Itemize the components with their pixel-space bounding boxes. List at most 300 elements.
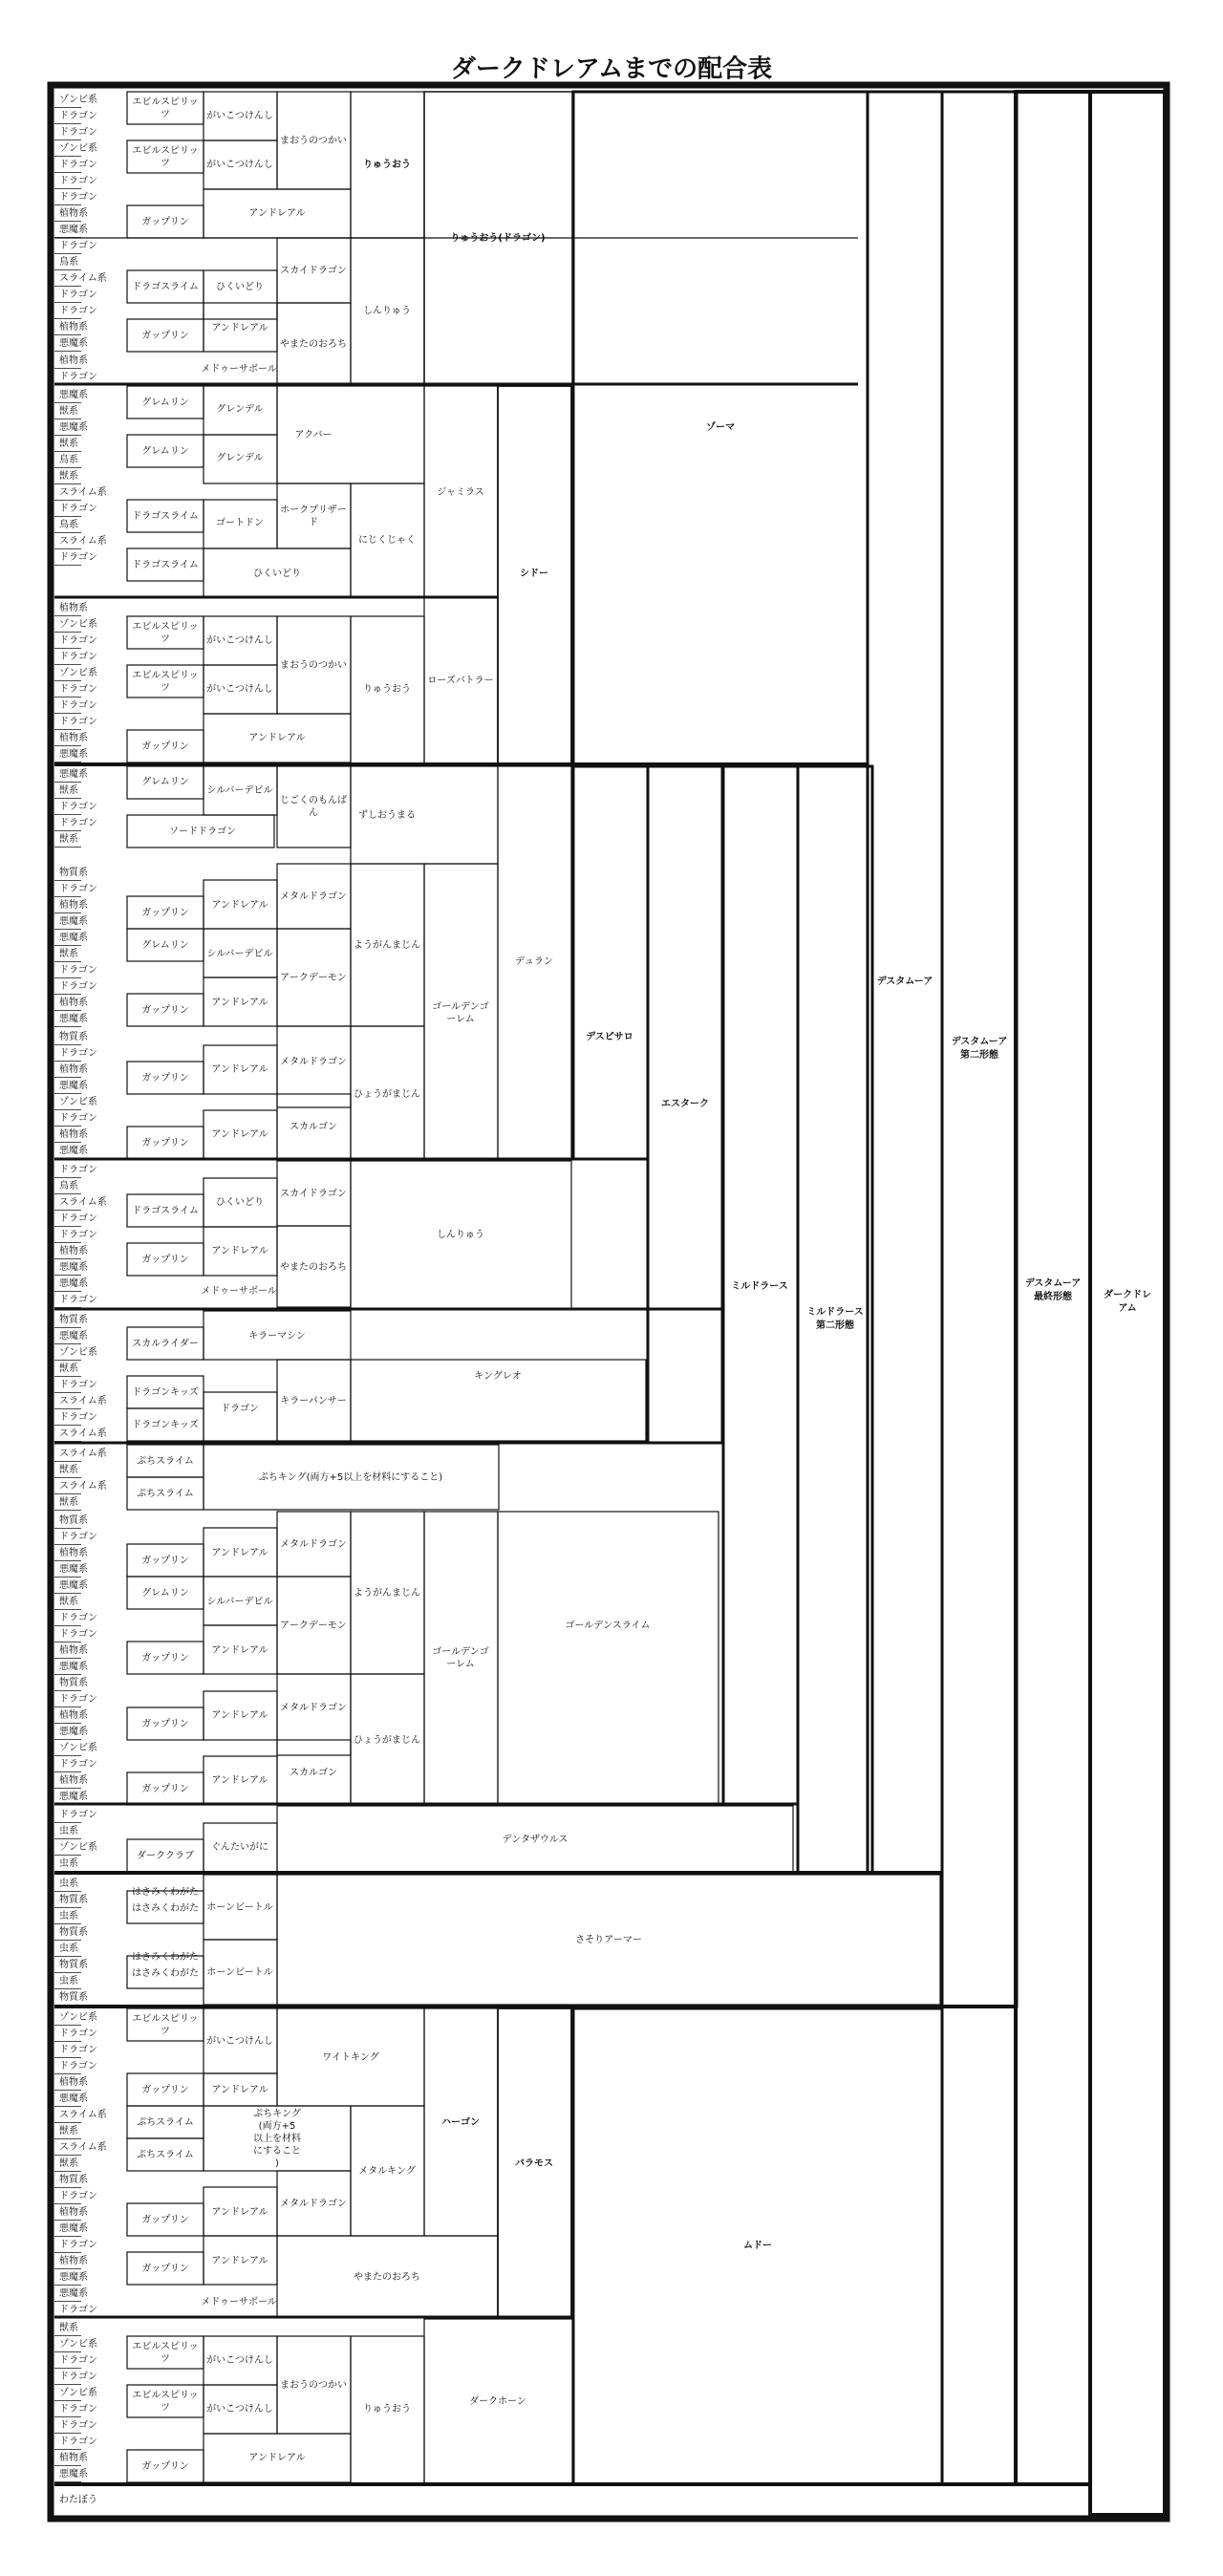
leaf-bird: 鳥系 bbox=[59, 455, 78, 465]
monster-label: ぷちスライム bbox=[137, 1456, 194, 1467]
monster-label: エビルスピリッツ bbox=[132, 2390, 199, 2414]
deathmore2-label: デスタムーア第二形態 bbox=[951, 1037, 1008, 1061]
monster-label: シドー bbox=[520, 569, 548, 579]
monster-label: ガップリン bbox=[141, 741, 189, 752]
monster-label: アンドレアル bbox=[211, 900, 268, 911]
monster-label: しんりゅう bbox=[363, 306, 411, 316]
leaf-dragon: ドラゴン bbox=[59, 2029, 97, 2039]
leaf-dragon: ドラゴン bbox=[59, 1380, 97, 1390]
leaf-dragon: ドラゴン bbox=[59, 700, 97, 711]
monster-label: バラモス bbox=[515, 2158, 553, 2169]
monster-label: アクバー bbox=[294, 430, 333, 440]
leaf-plant: 植物系 bbox=[59, 1548, 88, 1558]
monster-label: ガップリン bbox=[141, 1255, 189, 1265]
monster-label: りゅうおう bbox=[363, 684, 411, 695]
monster-label: アンドレアル bbox=[211, 323, 268, 333]
leaf-dragon: ドラゴン bbox=[59, 2045, 97, 2055]
leaf-material: 物質系 bbox=[59, 868, 88, 878]
monster-label: スカイドラゴン bbox=[280, 1189, 347, 1199]
leaf-zombie: ゾンビ系 bbox=[59, 95, 97, 105]
monster-label: メタルキング bbox=[358, 2166, 416, 2177]
leaf-plant: 植物系 bbox=[59, 2256, 88, 2266]
mildraath2-label: ミルドラース第二形態 bbox=[806, 1307, 864, 1331]
monster-label: ひょうがまじん bbox=[354, 1735, 420, 1746]
monster-label: ローズバトラー bbox=[427, 676, 494, 686]
monster-label: アンドレアル bbox=[248, 2453, 306, 2463]
leaf-dragon: ドラゴン bbox=[59, 176, 97, 186]
monster-label: グレムリン bbox=[141, 397, 189, 408]
monster-label: メドゥーサボール bbox=[201, 1286, 277, 1297]
leaf-slime: スライム系 bbox=[59, 536, 107, 547]
leaf-beast: 獣系 bbox=[59, 471, 78, 482]
monster-label: スカルライダー bbox=[132, 1339, 199, 1349]
leaf-material: 物質系 bbox=[59, 1895, 88, 1905]
cell-border bbox=[798, 766, 872, 1873]
leaf-dragon: ドラゴン bbox=[59, 2191, 97, 2201]
monster-label: ムドー bbox=[743, 2241, 772, 2251]
monster-label: アンドレアル bbox=[211, 1129, 268, 1140]
leaf-dragon: ドラゴン bbox=[59, 372, 97, 382]
leaf-dragon: ドラゴン bbox=[59, 552, 97, 563]
leaf-demon: 悪魔系 bbox=[59, 749, 88, 760]
leaf-dragon: ドラゴン bbox=[59, 1532, 97, 1542]
leaf-bird: 鳥系 bbox=[59, 257, 78, 268]
leaf-material: 物質系 bbox=[59, 2175, 88, 2185]
cell-border bbox=[498, 1512, 719, 1804]
monster-label: ひくいどり bbox=[216, 1197, 264, 1208]
monster-label: デスピサロ bbox=[586, 1032, 633, 1042]
monster-label: はさみくわがた bbox=[132, 1952, 199, 1963]
monster-label: ゾーマ bbox=[706, 422, 735, 433]
monster-label: メドゥーサボール bbox=[201, 2297, 277, 2308]
leaf-dragon: ドラゴン bbox=[59, 1412, 97, 1423]
leaf-dragon: ドラゴン bbox=[59, 127, 97, 138]
monster-label: ガップリン bbox=[141, 1138, 189, 1148]
leaf-beast: 獣系 bbox=[59, 834, 78, 845]
monster-label: メタルドラゴン bbox=[280, 1703, 347, 1713]
monster-label: ガップリン bbox=[141, 2264, 189, 2274]
monster-label: アークデーモン bbox=[280, 973, 347, 983]
leaf-plant: 植物系 bbox=[59, 208, 88, 219]
leaf-dragon: ドラゴン bbox=[59, 981, 97, 992]
leaf-demon: 悪魔系 bbox=[59, 1146, 88, 1156]
monster-label: ガップリン bbox=[141, 1784, 189, 1794]
cell-border bbox=[277, 766, 351, 848]
monster-label: まおうのつかい bbox=[280, 2380, 347, 2391]
puchiking-label: ぷちキング(両方+5以上を材料にすること) bbox=[258, 1472, 443, 1483]
monster-label: ゴールデンスライム bbox=[565, 1621, 651, 1631]
leaf-material: 物質系 bbox=[59, 1992, 88, 2003]
monster-label: デンタザウルス bbox=[502, 1835, 569, 1845]
monster-label: がいこつけんし bbox=[206, 2404, 273, 2415]
leaf-zombie: ゾンビ系 bbox=[59, 2012, 97, 2023]
leaf-slime: スライム系 bbox=[59, 273, 107, 284]
leaf-dragon: ドラゴン bbox=[59, 192, 97, 203]
monster-label: アンドレアル bbox=[211, 2085, 268, 2095]
monster-label: ジャミラス bbox=[437, 487, 484, 498]
monster-label: ぷちスライム bbox=[137, 1489, 194, 1499]
leaf-dragon: ドラゴン bbox=[59, 635, 97, 646]
leaf-dragon: ドラゴン bbox=[59, 965, 97, 976]
monster-label: スカルゴン bbox=[290, 1122, 337, 1132]
leaf-zombie: ゾンビ系 bbox=[59, 1743, 97, 1753]
leaf-dragon: ドラゴン bbox=[59, 818, 97, 828]
monster-label: アンドレアル bbox=[248, 733, 306, 743]
leaf-dragon: ドラゴン bbox=[59, 504, 97, 514]
leaf-demon: 悪魔系 bbox=[59, 1564, 88, 1575]
leaf-plant: 植物系 bbox=[59, 355, 88, 366]
leaf-dragon: ドラゴン bbox=[59, 1113, 97, 1124]
leaf-zombie: ゾンビ系 bbox=[59, 1842, 97, 1853]
monster-label: ガップリン bbox=[141, 1073, 189, 1084]
monster-label: がいこつけんし bbox=[206, 111, 273, 121]
monster-label: キラーパンサー bbox=[280, 1396, 347, 1406]
leaf-material: 物質系 bbox=[59, 1032, 88, 1042]
leaf-dragon: ドラゴン bbox=[59, 1048, 97, 1059]
leaf-plant: 植物系 bbox=[59, 1064, 88, 1075]
cell-border bbox=[277, 483, 351, 548]
monster-label: がいこつけんし bbox=[206, 684, 273, 695]
leaf-dragon: ドラゴン bbox=[59, 2240, 97, 2250]
monster-label: グレムリン bbox=[141, 1588, 189, 1599]
monster-label: ガップリン bbox=[141, 1556, 189, 1566]
leaf-zombie: ゾンビ系 bbox=[59, 1347, 97, 1358]
leaf-beast: 獣系 bbox=[59, 1465, 78, 1475]
leaf-bird: 鳥系 bbox=[59, 1181, 78, 1191]
leaf-plant: 植物系 bbox=[59, 1129, 88, 1140]
monster-label: グレンデル bbox=[216, 404, 264, 415]
leaf-demon: 悪魔系 bbox=[59, 2223, 88, 2234]
leaf-material: 物質系 bbox=[59, 1515, 88, 1526]
leaf-demon: 悪魔系 bbox=[59, 1580, 88, 1591]
leaf-plant: 植物系 bbox=[59, 998, 88, 1008]
monster-label: アンドレアル bbox=[248, 208, 306, 219]
leaf-slime: スライム系 bbox=[59, 2142, 107, 2153]
monster-label: ぷちスライム bbox=[137, 2150, 194, 2160]
leaf-dragon: ドラゴン bbox=[59, 1295, 97, 1305]
monster-label: ぷちキング(両方+5 以上を材料にすること) bbox=[253, 2109, 301, 2169]
leaf-zombie: ゾンビ系 bbox=[59, 2388, 97, 2398]
leaf-zombie: ゾンビ系 bbox=[59, 143, 97, 154]
monster-label: グレムリン bbox=[141, 940, 189, 951]
monster-label: キラーマシン bbox=[248, 1331, 306, 1342]
monster-label: グレムリン bbox=[141, 446, 189, 457]
leaf-plant: 植物系 bbox=[59, 1775, 88, 1786]
leaf-dragon: ドラゴン bbox=[59, 717, 97, 727]
monster-label: やまたのおろち bbox=[280, 339, 347, 350]
darkdream-label: ダークドレアム bbox=[1104, 1290, 1151, 1314]
leaf-beast: 獣系 bbox=[59, 1597, 78, 1607]
cell-border bbox=[204, 1392, 277, 1441]
leaf-insect: 虫系 bbox=[59, 1826, 78, 1836]
leaf-plant: 植物系 bbox=[59, 322, 88, 333]
monster-label: ひくいどり bbox=[216, 282, 264, 292]
leaf-demon: 悪魔系 bbox=[59, 2469, 88, 2479]
leaf-beast: 獣系 bbox=[59, 1363, 78, 1374]
monster-label: アンドレアル bbox=[211, 1064, 268, 1075]
leaf-demon: 悪魔系 bbox=[59, 1262, 88, 1273]
leaf-demon: 悪魔系 bbox=[59, 1792, 88, 1802]
monster-label: ガップリン bbox=[141, 2461, 189, 2472]
monster-label: がいこつけんし bbox=[206, 2036, 273, 2047]
leaf-dragon: ドラゴン bbox=[59, 306, 97, 316]
leaf-slime: スライム系 bbox=[59, 1481, 107, 1492]
leaf-dragon: ドラゴン bbox=[59, 2061, 97, 2072]
monster-label: しんりゅう bbox=[437, 1230, 484, 1240]
leaf-demon: 悪魔系 bbox=[59, 1662, 88, 1672]
monster-label: ガップリン bbox=[141, 1653, 189, 1664]
leaf-dragon: ドラゴン bbox=[59, 2305, 97, 2315]
monster-label: グレンデル bbox=[216, 453, 264, 463]
monster-label: エスターク bbox=[661, 1099, 709, 1109]
monster-label: ようがんまじん bbox=[354, 1588, 420, 1599]
leaf-beast: 獣系 bbox=[59, 2323, 78, 2333]
monster-label: ドラゴン bbox=[221, 1404, 259, 1414]
leaf-beast: 獣系 bbox=[59, 2158, 78, 2169]
leaf-beast: 獣系 bbox=[59, 406, 78, 417]
leaf-beast: 獣系 bbox=[59, 439, 78, 449]
monster-label: ソードドラゴン bbox=[169, 826, 236, 837]
leaf-dragon: ドラゴン bbox=[59, 802, 97, 812]
leaf-plant: 植物系 bbox=[59, 1246, 88, 1256]
monster-label: アンドレアル bbox=[211, 2207, 268, 2218]
leaf-zombie: ゾンビ系 bbox=[59, 2339, 97, 2350]
monster-label: ホーンビートル bbox=[206, 1902, 273, 1913]
monster-label: ひくいどり bbox=[253, 569, 301, 579]
cell-border bbox=[204, 270, 277, 319]
monster-label: ワイトキング bbox=[322, 2052, 379, 2063]
monster-label: ガップリン bbox=[141, 2215, 189, 2225]
leaf-dragon: ドラゴン bbox=[59, 2436, 97, 2447]
chart-title: ダークドレアムまでの配合表 bbox=[450, 54, 773, 84]
monster-label: ぷちスライム bbox=[137, 2117, 194, 2128]
leaf-zombie: ゾンビ系 bbox=[59, 1097, 97, 1107]
monster-label: ハーゴン bbox=[441, 2117, 480, 2128]
monster-label: アークデーモン bbox=[280, 1621, 347, 1631]
monster-label: エビルスピリッツ bbox=[132, 2013, 199, 2037]
leaf-dragon: ドラゴン bbox=[59, 111, 97, 121]
leaf-dragon: ドラゴン bbox=[59, 160, 97, 170]
monster-label: はさみくわがた bbox=[132, 1903, 199, 1914]
monster-label: エビルスピリッツ bbox=[132, 2341, 199, 2365]
leaf-plant: 植物系 bbox=[59, 603, 88, 613]
monster-label: ダークホーン bbox=[469, 2396, 526, 2407]
monster-label: ドラゴスライム bbox=[132, 282, 199, 292]
leaf-demon: 悪魔系 bbox=[59, 1278, 88, 1289]
monster-label: エビルスピリッツ bbox=[132, 97, 199, 120]
monster-label: グレムリン bbox=[141, 777, 189, 787]
leaf-demon: 悪魔系 bbox=[59, 225, 88, 235]
monster-label: がいこつけんし bbox=[206, 160, 273, 170]
monster-label: ようがんまじん bbox=[354, 940, 420, 951]
leaf-demon: 悪魔系 bbox=[59, 338, 88, 349]
leaf-dragon: ドラゴン bbox=[59, 2404, 97, 2415]
leaf-insect: 虫系 bbox=[59, 1943, 78, 1954]
monster-label: がいこつけんし bbox=[206, 635, 273, 646]
leaf-dragon: ドラゴン bbox=[59, 1759, 97, 1770]
leaf-plant: 植物系 bbox=[59, 2207, 88, 2218]
leaf-plant: 植物系 bbox=[59, 1645, 88, 1656]
monster-label: シルバーデビル bbox=[206, 949, 273, 959]
monster-label: キングレオ bbox=[474, 1371, 522, 1382]
leaf-insect: 虫系 bbox=[59, 1911, 78, 1921]
leaf-material: 物質系 bbox=[59, 1960, 88, 1970]
leaf-dragon: ドラゴン bbox=[59, 2355, 97, 2366]
monster-label: デスタムーア bbox=[876, 977, 933, 987]
leaf-insect: 虫系 bbox=[59, 1878, 78, 1889]
monster-label: まおうのつかい bbox=[280, 136, 347, 146]
monster-label: りゅうおう bbox=[363, 160, 411, 170]
monster-label: ミルドラース bbox=[731, 1281, 788, 1292]
leaf-slime: スライム系 bbox=[59, 487, 107, 498]
monster-label: やまたのおろち bbox=[280, 1262, 347, 1273]
leaf-dragon: ドラゴン bbox=[59, 2420, 97, 2431]
monster-label: ガップリン bbox=[141, 2085, 189, 2095]
monster-label: ぐんたいがに bbox=[211, 1842, 268, 1853]
leaf-demon: 悪魔系 bbox=[59, 390, 88, 400]
monster-label: アンドレアル bbox=[211, 1710, 268, 1721]
monster-label: ゴールデンゴーレム bbox=[432, 1001, 489, 1025]
monster-label: エビルスピリッツ bbox=[132, 145, 199, 169]
leaf-slime: スライム系 bbox=[59, 1197, 107, 1208]
leaf-beast: 獣系 bbox=[59, 2126, 78, 2136]
cell-border bbox=[942, 92, 1017, 2007]
leaf-bird: 鳥系 bbox=[59, 520, 78, 530]
monster-label: メタルドラゴン bbox=[280, 1057, 347, 1067]
leaf-slime: スライム系 bbox=[59, 1449, 107, 1459]
leaf-dragon: ドラゴン bbox=[59, 1694, 97, 1705]
monster-label: シルバーデビル bbox=[206, 785, 273, 796]
monster-label: ガップリン bbox=[141, 331, 189, 341]
leaf-demon: 悪魔系 bbox=[59, 933, 88, 943]
leaf-demon: 悪魔系 bbox=[59, 769, 88, 780]
monster-label: アンドレアル bbox=[211, 1548, 268, 1558]
leaf-dragon: ドラゴン bbox=[59, 1810, 97, 1820]
leaf-plant: 植物系 bbox=[59, 1710, 88, 1721]
monster-label: ガップリン bbox=[141, 217, 189, 227]
leaf-dragon: ドラゴン bbox=[59, 1165, 97, 1175]
cell-border bbox=[277, 1674, 351, 1755]
cell-border bbox=[573, 766, 648, 1159]
leaf-beast: 獣系 bbox=[59, 785, 78, 796]
monster-label: アンドレアル bbox=[211, 2256, 268, 2266]
leaf-watabou: わたぼう bbox=[59, 2495, 97, 2505]
monster-label: さそりアーマー bbox=[575, 1935, 642, 1945]
leaf-material: 物質系 bbox=[59, 1927, 88, 1938]
monster-label: ガップリン bbox=[141, 908, 189, 918]
monster-label: シルバーデビル bbox=[206, 1597, 273, 1607]
monster-label: ドラゴンキッズ bbox=[132, 1387, 199, 1398]
monster-label: りゅうおう(ドラゴン) bbox=[450, 233, 546, 244]
leaf-zombie: ゾンビ系 bbox=[59, 668, 97, 678]
monster-label: ドラゴスライム bbox=[132, 1206, 199, 1216]
leaf-demon: 悪魔系 bbox=[59, 1081, 88, 1091]
monster-label: ダーククラブ bbox=[137, 1851, 194, 1861]
monster-label: デュラン bbox=[515, 956, 553, 967]
monster-label: アンドレアル bbox=[211, 1775, 268, 1786]
monster-label: ドラゴスライム bbox=[132, 560, 199, 570]
leaf-plant: 植物系 bbox=[59, 900, 88, 911]
leaf-plant: 植物系 bbox=[59, 733, 88, 743]
leaf-slime: スライム系 bbox=[59, 1396, 107, 1406]
monster-label: はさみくわがた bbox=[132, 1968, 199, 1979]
leaf-plant: 植物系 bbox=[59, 2453, 88, 2463]
monster-label: やまたのおろち bbox=[354, 2272, 420, 2283]
leaf-slime: スライム系 bbox=[59, 2110, 107, 2120]
monster-label: ドラゴンキッズ bbox=[132, 1420, 199, 1430]
monster-label: スカルゴン bbox=[290, 1768, 337, 1778]
monster-label: ドラゴスライム bbox=[132, 511, 199, 522]
leaf-demon: 悪魔系 bbox=[59, 2272, 88, 2283]
leaf-dragon: ドラゴン bbox=[59, 652, 97, 662]
monster-label: ひょうがまじん bbox=[354, 1089, 420, 1100]
monster-label: ゴールデンゴーレム bbox=[432, 1646, 489, 1670]
monster-label: がいこつけんし bbox=[206, 2355, 273, 2366]
cell-border bbox=[424, 1512, 498, 1804]
monster-label: メタルドラゴン bbox=[280, 891, 347, 902]
leaf-demon: 悪魔系 bbox=[59, 2093, 88, 2104]
leaf-dragon: ドラゴン bbox=[59, 241, 97, 251]
leaf-insect: 虫系 bbox=[59, 1858, 78, 1869]
monster-label: にじくじゃく bbox=[358, 535, 416, 546]
leaf-dragon: ドラゴン bbox=[59, 1613, 97, 1623]
leaf-demon: 悪魔系 bbox=[59, 916, 88, 927]
monster-label: ガップリン bbox=[141, 1719, 189, 1729]
deathmore-final-label: デスタムーア最終形態 bbox=[1024, 1278, 1082, 1302]
leaf-dragon: ドラゴン bbox=[59, 290, 97, 300]
monster-label: エビルスピリッツ bbox=[132, 621, 199, 645]
outer-frame bbox=[51, 85, 1167, 2519]
leaf-plant: 植物系 bbox=[59, 2077, 88, 2088]
monster-label: アンドレアル bbox=[211, 998, 268, 1008]
leaf-demon: 悪魔系 bbox=[59, 1331, 88, 1342]
monster-label: メドゥーサボール bbox=[201, 364, 277, 375]
leaf-demon: 悪魔系 bbox=[59, 422, 88, 433]
leaf-dragon: ドラゴン bbox=[59, 1213, 97, 1224]
monster-label: メタルドラゴン bbox=[280, 1539, 347, 1550]
leaf-material: 物質系 bbox=[59, 1315, 88, 1325]
monster-label: まおうのつかい bbox=[280, 660, 347, 671]
leaf-dragon: ドラゴン bbox=[59, 684, 97, 695]
leaf-insect: 虫系 bbox=[59, 1976, 78, 1986]
monster-label: ずしおうまる bbox=[358, 810, 416, 821]
leaf-demon: 悪魔系 bbox=[59, 1727, 88, 1737]
monster-label: アンドレアル bbox=[211, 1645, 268, 1656]
leaf-beast: 獣系 bbox=[59, 1497, 78, 1508]
monster-label: スカイドラゴン bbox=[280, 266, 347, 276]
monster-label: メタルドラゴン bbox=[280, 2199, 347, 2209]
monster-label: じごくのもんばん bbox=[280, 795, 347, 819]
monster-label: はさみくわがた bbox=[132, 1887, 199, 1898]
monster-label: ホーンビートル bbox=[206, 1967, 273, 1978]
leaf-dragon: ドラゴン bbox=[59, 1629, 97, 1640]
leaf-material: 物質系 bbox=[59, 1678, 88, 1688]
monster-label: ゴートドン bbox=[216, 518, 264, 528]
leaf-beast: 獣系 bbox=[59, 949, 78, 959]
leaf-slime: スライム系 bbox=[59, 1428, 107, 1439]
monster-label: りゅうおう bbox=[363, 2404, 411, 2415]
monster-label: ホークブリザード bbox=[280, 504, 347, 528]
monster-label: エビルスピリッツ bbox=[132, 670, 199, 694]
monster-label: アンドレアル bbox=[211, 1246, 268, 1256]
leaf-dragon: ドラゴン bbox=[59, 1230, 97, 1240]
leaf-dragon: ドラゴン bbox=[59, 2372, 97, 2382]
leaf-zombie: ゾンビ系 bbox=[59, 619, 97, 630]
leaf-demon: 悪魔系 bbox=[59, 2288, 88, 2299]
monster-label: ガップリン bbox=[141, 1005, 189, 1016]
leaf-demon: 悪魔系 bbox=[59, 1014, 88, 1024]
leaf-dragon: ドラゴン bbox=[59, 884, 97, 894]
